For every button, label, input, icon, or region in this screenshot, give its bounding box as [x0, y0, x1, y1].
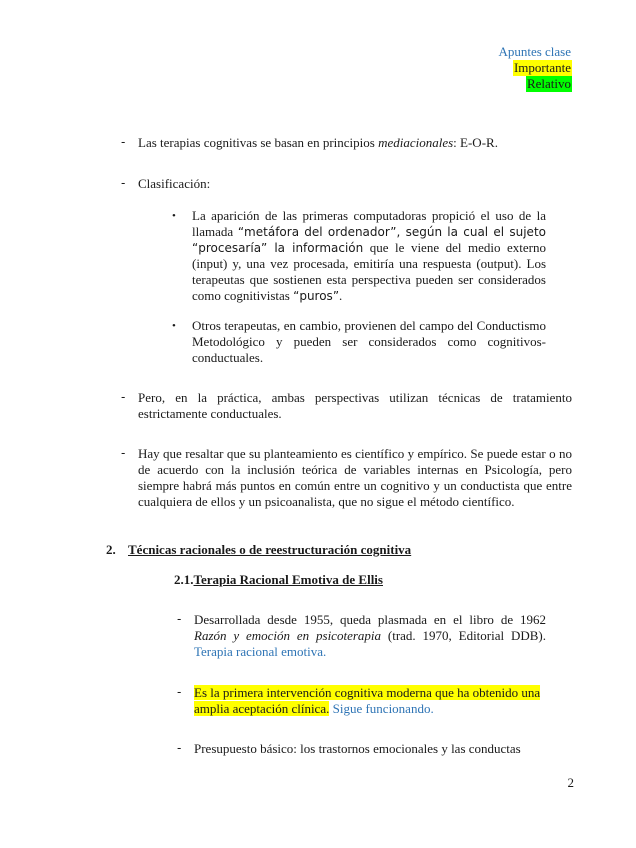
legend-relativo: Relativo	[526, 76, 571, 91]
dash-marker: -	[177, 611, 182, 626]
note-sigue-funcionando: Sigue funcionando.	[332, 701, 434, 716]
term-mediacionales: mediacionales	[378, 135, 454, 150]
section-title: Técnicas racionales o de reestructuración cognitiva	[128, 542, 412, 557]
highlight-importante: Es la primera intervención cognitiva moderna que ha obtenido una amplia aceptación clínica.	[194, 685, 541, 716]
note-terapia-racional: Terapia racional emotiva.	[194, 644, 327, 659]
bullet-cognitivistas-puros: • La aparición de las primeras computadoras propició el uso de la llamada “metáfora del ordenador”, según la cual el sujeto “procesaría” la información que le viene del medio externo (input) y, una vez procesada, emitiría una respuesta (output). Los terapeutas que sostienen esta perspectiva pueden ser considerados como cognitivistas “puros”.	[172, 208, 546, 303]
page-number: 2	[567, 775, 574, 790]
subsection-number: 2.1.	[174, 572, 194, 587]
dash-marker: -	[121, 175, 126, 190]
dash-marker: -	[121, 445, 126, 460]
paragraph-desarrollada: - Desarrollada desde 1955, queda plasmada en el libro de 1962 Razón y emoción en psicoterapia (trad. 1970, Editorial DDB). Terapia racional emotiva.	[177, 611, 546, 659]
section-number: 2.	[106, 542, 116, 557]
paragraph-primera-intervencion	[177, 684, 554, 717]
bullet-marker: •	[172, 320, 176, 332]
paragraph-presupuesto: - Presupuesto básico: los trastornos emocionales y las conductas	[177, 740, 521, 756]
dash-marker: -	[121, 389, 126, 404]
dash-marker: -	[177, 684, 182, 699]
paragraph-clasificacion: - Clasificación:	[121, 175, 211, 191]
quote-puros: “puros”	[293, 289, 340, 303]
color-legend	[497, 44, 572, 92]
dash-marker: -	[177, 740, 182, 755]
paragraph-cientifico: - Hay que resaltar que su planteamiento es científico y empírico. Se puede estar o no de acuerdo con la inclusión teórica de variables internas en Psicología, pero siempre habrá más puntos en común entre un cognitivo y un conductista que entre cualquiera de ellos y un psicoanalista, que no sigue el método científico.	[121, 445, 572, 509]
dash-marker: -	[121, 134, 126, 149]
section-heading-2-1	[174, 572, 383, 588]
paragraph-mediacionales: - Las terapias cognitivas se basan en principios mediacionales: E-O-R.	[121, 134, 498, 150]
bullet-marker: •	[172, 210, 176, 222]
bullet-cognitivos-conductuales: • Otros terapeutas, en cambio, provienen del campo del Conductismo Metodológico y pueden ser considerados como cognitivos-conductuales.	[172, 318, 546, 365]
legend-apuntes-clase: Apuntes clase	[498, 44, 571, 59]
section-heading-2	[106, 542, 411, 558]
subsection-title: Terapia Racional Emotiva de Ellis	[193, 572, 383, 587]
legend-importante: Importante	[513, 60, 571, 75]
quote-metafora: “metáfora del ordenador”, según la cual el sujeto “procesaría” la información	[192, 225, 546, 255]
book-title: Razón y emoción en psicoterapia	[194, 628, 382, 643]
paragraph-practica: - Pero, en la práctica, ambas perspectivas utilizan técnicas de tratamiento estrictamente conductuales.	[121, 389, 572, 421]
